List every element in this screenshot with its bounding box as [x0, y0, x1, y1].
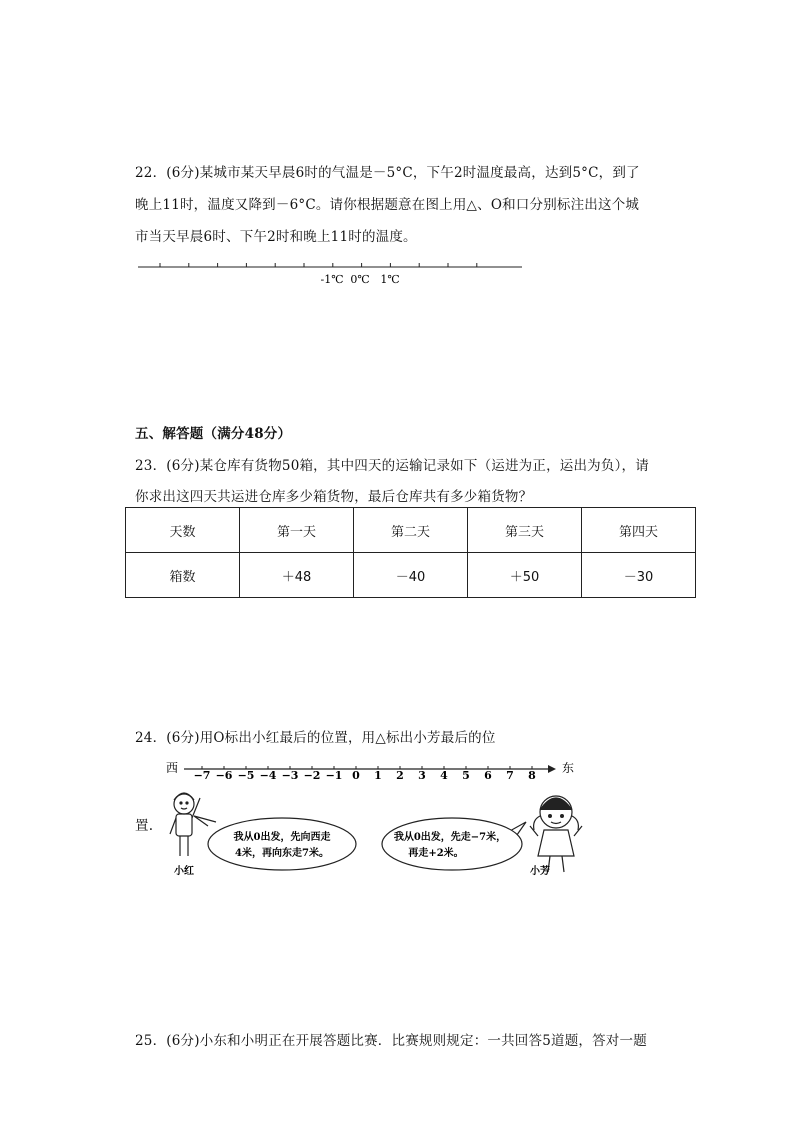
temp-label-minus1: -1℃: [320, 273, 344, 286]
table-cell: －30: [582, 553, 696, 598]
q23-line-1: 23．(6分)某仓库有货物50箱，其中四天的运输记录如下（运进为正，运出为负），请: [135, 458, 649, 474]
table-cell: －40: [354, 553, 468, 598]
q24-line-1: 24．(6分)用O标出小红最后的位置，用△标出小芳最后的位: [135, 730, 496, 746]
position-tick-label: 5: [462, 769, 470, 782]
temp-label-1: 1℃: [380, 273, 400, 286]
position-tick-label: 2: [396, 769, 404, 782]
xiaofang-name: 小芳: [530, 866, 550, 877]
table-cell: 箱数: [126, 553, 240, 598]
table-header-cell: 第四天: [582, 508, 696, 553]
xiaohong-speech-line-1: 我从0出发，先向西走: [233, 832, 331, 843]
table-row: [126, 553, 696, 598]
section-title: 五、解答题（满分48分）: [135, 426, 292, 442]
position-tick-label: 6: [484, 769, 492, 782]
temperature-number-line: [130, 255, 530, 291]
west-label: 西: [165, 761, 179, 775]
q24-figure: [160, 756, 600, 896]
q22-line-2: 晚上11时，温度又降到－6°C。请你根据题意在图上用△、O和口分别标注出这个城: [135, 197, 640, 213]
table-cell: ＋48: [240, 553, 354, 598]
table-header-cell: 第一天: [240, 508, 354, 553]
xiaohong-name: 小红: [174, 866, 194, 877]
xiaofang-speech-line-2: 再走+2米。: [408, 848, 464, 859]
table-header-cell: 天数: [126, 508, 240, 553]
position-tick-label: −7: [193, 769, 211, 782]
xiaofang-speech-line-1: 我从0出发，先走−7米，: [393, 832, 507, 843]
position-tick-label: −4: [259, 769, 277, 782]
position-tick-label: 8: [528, 769, 536, 782]
xiaohong-speech-line-2: 4米，再向东走7米。: [235, 848, 329, 859]
xiaofang-figure: [530, 796, 582, 872]
table-row: [126, 508, 696, 553]
east-label: 东: [561, 761, 575, 775]
position-tick-label: 7: [506, 769, 514, 782]
position-tick-label: 4: [440, 769, 448, 782]
position-tick-label: −5: [237, 769, 255, 782]
transport-record-table: [125, 507, 696, 598]
temp-label-0: 0℃: [350, 273, 370, 286]
q25-line-1: 25．(6分)小东和小明正在开展答题比赛．比赛规则规定：一共回答5道题，答对一题: [135, 1033, 647, 1049]
axis-arrow: [548, 765, 556, 773]
position-tick-label: 3: [418, 769, 426, 782]
position-tick-label: 1: [374, 769, 382, 782]
position-tick-label: −6: [215, 769, 233, 782]
position-tick-label: −1: [325, 769, 343, 782]
position-tick-label: −3: [281, 769, 299, 782]
position-tick-label: −2: [303, 769, 321, 782]
xiaohong-figure: [170, 793, 200, 856]
table-header-cell: 第三天: [468, 508, 582, 553]
q24-line-2: 置.: [135, 818, 154, 834]
table-cell: ＋50: [468, 553, 582, 598]
q22-line-3: 市当天早晨6时、下午2时和晚上11时的温度。: [135, 229, 417, 245]
xiaofang-speech-bubble: [382, 818, 526, 870]
q22-line-1: 22．(6分)某城市某天早晨6时的气温是－5°C，下午2时温度最高，达到5°C，到了: [135, 165, 640, 181]
q23-line-2: 你求出这四天共运进仓库多少箱货物，最后仓库共有多少箱货物？: [135, 489, 533, 505]
position-tick-label: 0: [352, 769, 360, 782]
temperature-ticks: [160, 263, 477, 267]
xiaohong-speech-bubble: [194, 816, 356, 870]
table-header-cell: 第二天: [354, 508, 468, 553]
